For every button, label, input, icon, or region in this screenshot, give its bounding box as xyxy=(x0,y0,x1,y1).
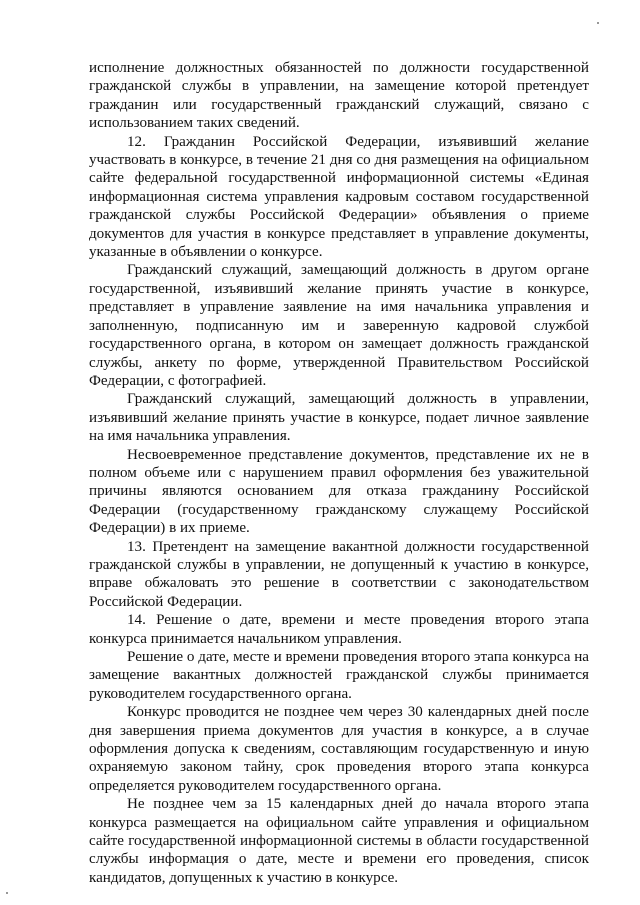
paragraph-item-13: 13. Претендент на замещение вакантной должности государственной гражданской службы в управлении, не допущенный к участию в конкурсе, вправе обжаловать это решение в соответствии с законодательством Российской Федерации. xyxy=(89,538,589,610)
paragraph-item-14: 14. Решение о дате, времени и месте проведения второго этапа конкурса принимается начальником управления. xyxy=(89,612,589,647)
paragraph-other-organ-servant: Гражданский служащий, замещающий должность в другом органе государственной, изъявивший желание принять участие в конкурсе, представляет в управление заявление на имя начальника управления и заполненную, подписанную им и заверенную кадровой службой государственного органа, в котором он замещает должность гражданской службы, анкету по форме, утвержденной Правительством Российской Федерации, с фотографией. xyxy=(89,262,589,389)
document-body xyxy=(89,59,589,887)
paragraph-publication: Не позднее чем за 15 календарных дней до начала второго этапа конкурса размещается на официальном сайте управления и официальном сайте государственной информационной системы в области государственной службы информация о дате, месте и времени его проведения, список кандидатов, допущенных к участию в конкурсе. xyxy=(89,796,589,886)
paragraph-contest-timing: Конкурс проводится не позднее чем через 30 календарных дней после дня завершения приема документов для участия в конкурсе, а в случае оформления допуска к сведениям, составляющим государственную и иную охраняемую законом тайну, срок проведения второго этапа конкурса определяется руководителем государственного органа. xyxy=(89,704,589,794)
paragraph-department-servant: Гражданский служащий, замещающий должность в управлении, изъявивший желание принять участие в конкурсе, подает личное заявление на имя начальника управления. xyxy=(89,391,589,445)
paragraph-item-12: 12. Гражданин Российской Федерации, изъявивший желание участвовать в конкурсе, в течение 21 дня со дня размещения на официальном сайте федеральной государственной информационной системы «Единая информационная система управления кадровым составом государственной гражданской службы Российской Федерации» объявления о приеме документов для участия в конкурсе представляет в управление документы, указанные в объявлении о конкурсе. xyxy=(89,133,589,261)
paragraph-second-stage-decision: Решение о дате, месте и времени проведения второго этапа конкурса на замещение вакантных должностей гражданской службы принимается руководителем государственного органа. xyxy=(89,649,589,702)
paragraph-late-documents: Несвоевременное представление документов, представление их не в полном объеме или с нарушением правил оформления без уважительной причины являются основанием для отказа гражданину Российской Федерации (государственному гражданскому служащему Российской Федерации) в их приеме. xyxy=(89,446,589,537)
scan-speck xyxy=(597,22,599,24)
paragraph-continuation: исполнение должностных обязанностей по должности государственной гражданской службы в управлении, на замещение которой претендует гражданин или государственный гражданский служащий, связано с использованием таких сведений. xyxy=(89,60,589,132)
scan-speck xyxy=(6,892,8,894)
